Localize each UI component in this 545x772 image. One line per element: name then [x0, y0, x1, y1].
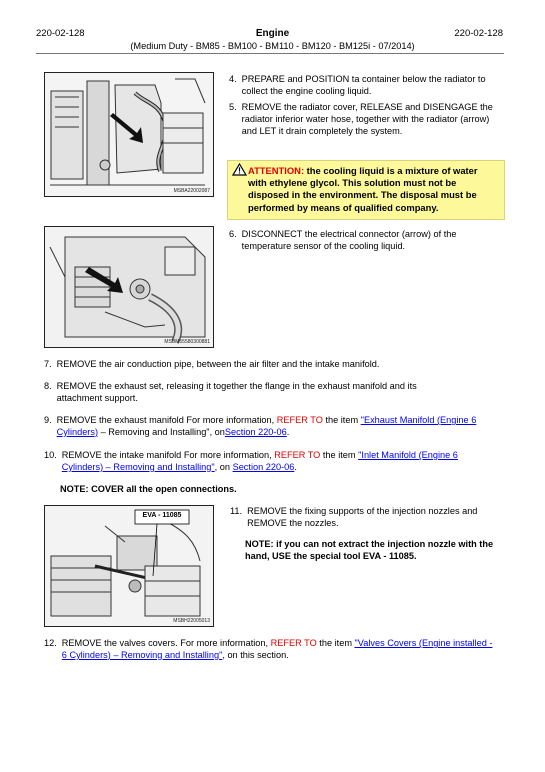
attention-label: ATTENTION:	[248, 165, 305, 176]
step-6	[229, 229, 507, 253]
step-text: REMOVE the fixing supports of the injection nozzles and REMOVE the nozzles.	[247, 506, 478, 528]
step-4	[229, 74, 507, 98]
step-text-part: , on	[214, 461, 233, 472]
step-text: PREPARE and POSITION ta container below the radiator to collect the engine cooling liquid.	[241, 74, 486, 96]
page-subtitle: (Medium Duty - BM85 - BM100 - BM110 - BM120 - BM125i - 07/2014)	[130, 41, 415, 51]
step-number: 5.	[229, 102, 237, 112]
step-text-part: REMOVE the intake manifold For more information,	[61, 450, 275, 460]
step-text	[62, 638, 496, 662]
link-valves-covers[interactable]: "Valves Covers (Engine installed - 6 Cylinders) – Removing and Installing"	[61, 638, 493, 660]
step-12	[44, 638, 496, 662]
step-text-part: the item	[320, 450, 359, 460]
figure-code: MSBA22002087	[173, 187, 210, 194]
step-text: REMOVE the radiator cover, RELEASE and DISENGAGE the radiator inferior water hose, together with the radiator (arrow) and LET it drain completely the system.	[241, 102, 493, 136]
figure-temperature-sensor	[44, 226, 214, 348]
refer-to-label: REFER TO	[270, 638, 317, 648]
step-11	[230, 506, 505, 530]
note-label: NOTE:	[245, 539, 274, 549]
warning-icon	[232, 163, 247, 179]
step-5	[229, 102, 507, 137]
refer-to-label: REFER TO	[274, 450, 321, 460]
link-section-220-06[interactable]: Section 220-06	[232, 461, 295, 472]
step-text-part: .	[294, 461, 297, 472]
step-7	[44, 359, 504, 371]
step-9	[44, 415, 482, 439]
step-text	[62, 450, 496, 474]
step-number: 10.	[44, 450, 57, 460]
refer-to-label: REFER TO	[276, 415, 323, 425]
note-cover-connections	[60, 484, 500, 496]
step-text-part: the item	[316, 638, 355, 648]
step-text-part: .	[286, 426, 290, 437]
figure-code: MSBM55580300881	[164, 338, 210, 345]
step-text-part: REMOVE the exhaust manifold For more information,	[56, 415, 277, 425]
step-number: 11.	[230, 506, 243, 516]
figure-radiator-hose	[44, 72, 214, 197]
note-text: if you can not extract the injection nozzle with the hand, USE the special tool EVA - 11085.	[245, 539, 494, 561]
link-section-220-06[interactable]: Section 220-06	[224, 426, 287, 437]
step-text-part: , on this section.	[222, 649, 289, 660]
step-text: REMOVE the exhaust set, releasing it together the flange in the exhaust manifold and its attachment support.	[56, 381, 417, 403]
figure-code: MSBH22005013	[173, 617, 210, 624]
step-text-part: the item	[322, 415, 361, 425]
page-number-right: 220-02-128	[454, 28, 503, 39]
note-text: COVER all the open connections.	[88, 484, 237, 494]
step-text-part: – Removing and Installing", on	[98, 426, 225, 437]
step-text: DISCONNECT the electrical connector (arrow) of the temperature sensor of the cooling liquid.	[241, 229, 457, 251]
link-exhaust-manifold[interactable]: "Exhaust Manifold (Engine 6 Cylinders)	[56, 415, 477, 437]
step-text-part: REMOVE the valves covers. For more information,	[61, 638, 271, 648]
step-text: REMOVE the air conduction pipe, between the air filter and the intake manifold.	[56, 359, 380, 369]
step-number: 4.	[229, 74, 237, 84]
step-number: 6.	[229, 229, 237, 239]
note-label: NOTE:	[60, 484, 89, 494]
attention-text: the cooling liquid is a mixture of water with ethylene glycol. This solution must not be disposed in the environment. The disposal must be performed by means of qualified company.	[248, 165, 478, 213]
step-number: 9.	[44, 415, 52, 425]
attention-box	[227, 160, 505, 220]
figure-injection-nozzle-tool	[44, 505, 214, 627]
step-text	[57, 415, 482, 439]
step-number: 8.	[44, 381, 52, 391]
page-title: Engine	[255, 28, 290, 39]
note-special-tool	[245, 539, 507, 563]
header-divider	[36, 53, 504, 54]
page-number-left: 220-02-128	[36, 28, 85, 39]
tool-label: EVA - 11085	[142, 512, 182, 519]
step-number: 7.	[44, 359, 52, 369]
link-inlet-manifold[interactable]: "Inlet Manifold (Engine 6 Cylinders) – Removing and Installing"	[61, 450, 458, 472]
step-number: 12.	[44, 638, 57, 648]
step-8	[44, 381, 464, 405]
step-10	[44, 450, 496, 474]
